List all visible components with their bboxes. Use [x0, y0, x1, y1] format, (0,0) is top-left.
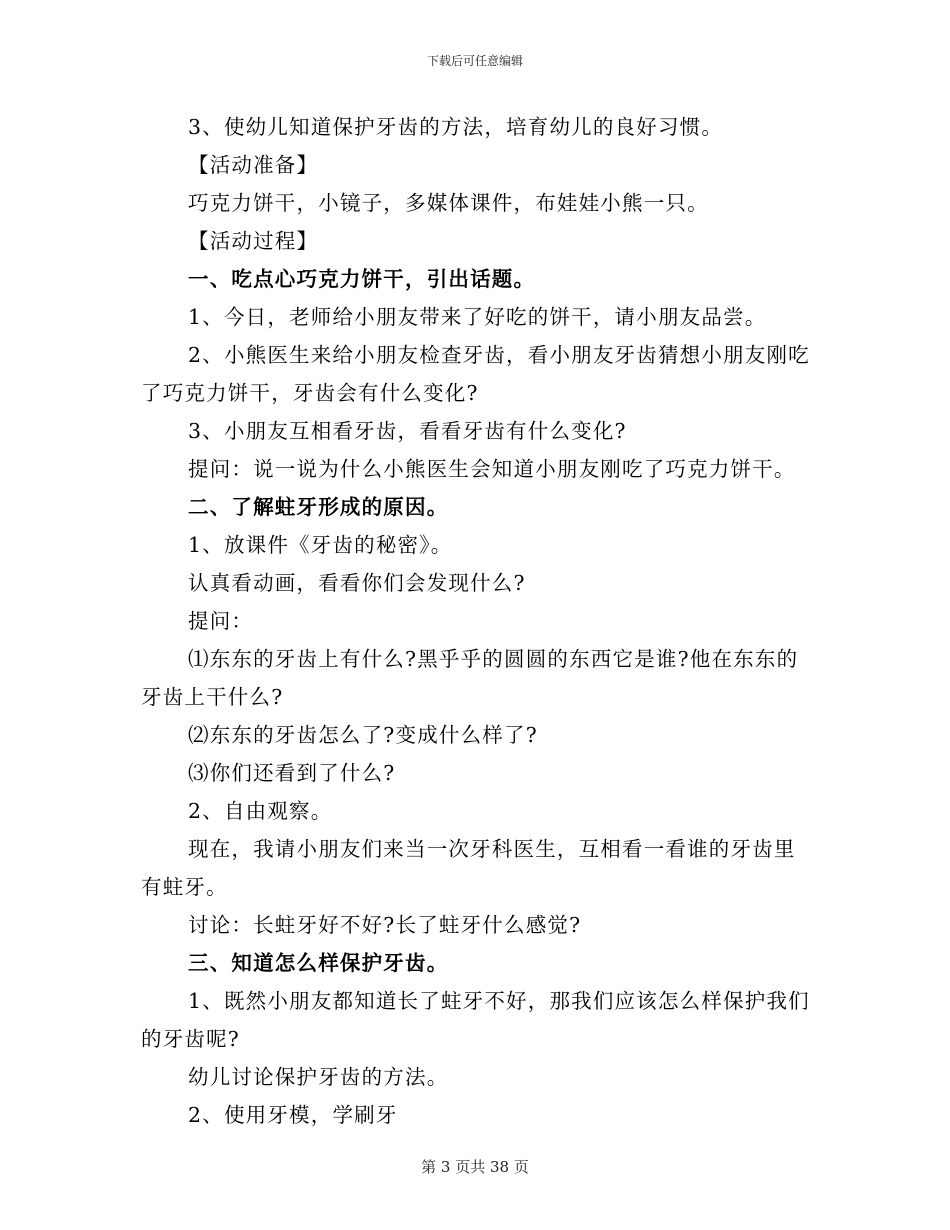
paragraph: 2、自由观察。 [188, 799, 333, 823]
paragraph: 讨论：长蛀牙好不好?长了蛀牙什么感觉? [188, 913, 582, 937]
paragraph: 幼儿讨论保护牙齿的方法。 [188, 1065, 449, 1089]
step-heading: 三、知道怎么样保护牙齿。 [188, 951, 449, 975]
paragraph: 2、小熊医生来给小朋友检查牙齿，看小朋友牙齿猜想小朋友刚吃了巧克力饼干，牙齿会有什么变化? [141, 343, 810, 405]
paragraph: 3、小朋友互相看牙齿，看看牙齿有什么变化? [188, 419, 627, 443]
paragraph: 1、放课件《牙齿的秘密》。 [188, 533, 453, 557]
paragraph: ⑶你们还看到了什么? [188, 761, 396, 785]
paragraph: 提问：说一说为什么小熊医生会知道小朋友刚吃了巧克力饼干。 [188, 457, 796, 481]
paragraph: 巧克力饼干，小镜子，多媒体课件，布娃娃小熊一只。 [188, 191, 709, 215]
paragraph: 认真看动画，看看你们会发现什么? [188, 571, 526, 595]
document-body [141, 108, 811, 1134]
step-heading: 一、吃点心巧克力饼干，引出话题。 [188, 267, 536, 291]
paragraph: 1、既然小朋友都知道长了蛀牙不好，那我们应该怎么样保护我们的牙齿呢? [141, 989, 810, 1051]
paragraph: 提问： [188, 609, 254, 633]
section-heading: 【活动准备】 [188, 153, 319, 177]
section-heading: 【活动过程】 [188, 229, 319, 253]
step-heading: 二、了解蛀牙形成的原因。 [188, 495, 449, 519]
paragraph: ⑴东东的牙齿上有什么?黑乎乎的圆圆的东西它是谁?他在东东的牙齿上干什么? [141, 647, 799, 709]
paragraph: 3、使幼儿知道保护牙齿的方法，培育幼儿的良好习惯。 [188, 115, 724, 139]
page-header-note: 下载后可任意编辑 [426, 54, 523, 68]
paragraph: 2、使用牙模，学刷牙 [188, 1103, 398, 1127]
paragraph: 现在，我请小朋友们来当一次牙科医生，互相看一看谁的牙齿里有蛀牙。 [141, 837, 796, 899]
paragraph: ⑵东东的牙齿怎么了?变成什么样了? [188, 723, 538, 747]
page-number: 第 3 页共 38 页 [421, 1158, 529, 1176]
paragraph: 1、今日，老师给小朋友带来了好吃的饼干，请小朋友品尝。 [188, 305, 767, 329]
